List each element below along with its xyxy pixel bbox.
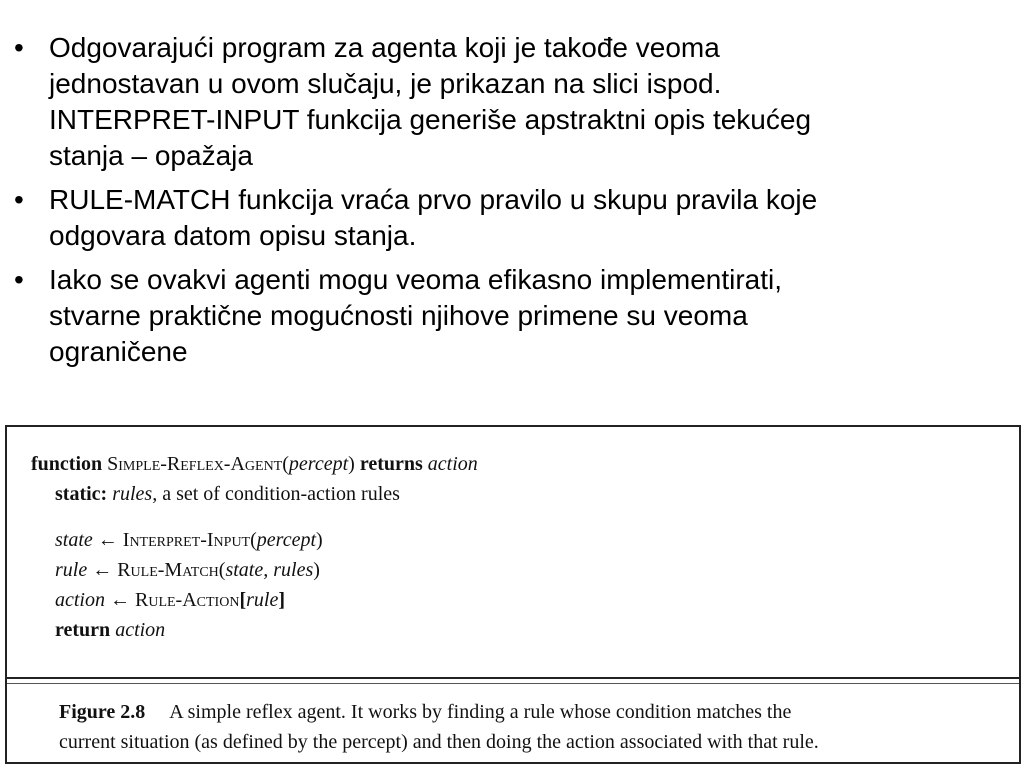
bullet-list xyxy=(0,30,1024,378)
function-name: Simple-Reflex-Agent xyxy=(107,453,283,475)
param-name: percept xyxy=(288,453,349,475)
bullet-text: jednostavan u ovom slučaju, je prikazan na slici ispod. xyxy=(49,68,722,99)
paren-close: ) xyxy=(316,529,323,551)
var-rule: rule xyxy=(55,559,88,581)
var-action: action xyxy=(55,589,105,611)
bullet-text: Odgovarajući program za agenta koji je takođe veoma xyxy=(49,32,720,63)
bullet-text: stanja – opažaja xyxy=(49,140,253,171)
fn-rule-match: Rule-Match xyxy=(117,559,219,581)
paren-close: ) xyxy=(313,559,320,581)
algo-line-action xyxy=(31,585,478,615)
keyword-returns: returns xyxy=(359,453,423,475)
bullet-text: stvarne praktične mogućnosti njihove primene su veoma xyxy=(49,300,748,331)
return-type: action xyxy=(427,453,478,475)
bracket-open: [ xyxy=(239,589,247,611)
bullet-item xyxy=(0,182,1024,254)
figure-divider xyxy=(7,677,1019,679)
algorithm-pseudocode xyxy=(31,449,478,645)
bullet-dot: • xyxy=(14,264,24,295)
figure-image xyxy=(5,425,1021,764)
paren-open: ( xyxy=(250,529,257,551)
algo-signature-line xyxy=(31,449,478,479)
bullet-text: INTERPRET-INPUT funkcija generiše apstraktni opis tekućeg xyxy=(49,104,812,135)
assign-arrow: ← xyxy=(92,559,113,581)
caption-text-1: A simple reflex agent. It works by finding a rule whose condition matches the xyxy=(169,701,792,723)
assign-arrow: ← xyxy=(110,589,130,611)
bullet-item xyxy=(0,262,1024,370)
algo-static-line xyxy=(31,479,478,509)
static-desc: a set of condition-action rules xyxy=(162,483,400,505)
algo-spacer xyxy=(31,509,478,525)
fn-rule-action: Rule-Action xyxy=(135,589,240,611)
bullet-text: Iako se ovakvi agenti mogu veoma efikasno implementirati, xyxy=(49,264,783,295)
arg-percept: percept xyxy=(256,529,317,551)
figure-divider-thin xyxy=(7,683,1019,684)
bullet-item xyxy=(0,30,1024,174)
bullet-dot: • xyxy=(14,184,24,215)
arg-state-rules: state, rules xyxy=(225,559,314,581)
paren-open: ( xyxy=(282,453,289,475)
algo-line-return xyxy=(31,615,478,645)
algo-line-state xyxy=(31,525,478,555)
keyword-return: return xyxy=(55,619,111,641)
bullet-text: odgovara datom opisu stanja. xyxy=(49,220,417,251)
keyword-function: function xyxy=(31,453,103,475)
algo-line-rule xyxy=(31,555,478,585)
bracket-close: ] xyxy=(278,589,285,611)
keyword-static: static: xyxy=(55,483,108,505)
paren-close: ) xyxy=(348,453,355,475)
fn-interpret-input: Interpret-Input xyxy=(122,529,251,551)
figure-caption xyxy=(59,697,989,757)
assign-arrow: ← xyxy=(97,529,118,551)
caption-line-1 xyxy=(59,697,989,727)
var-state: state xyxy=(55,529,93,551)
caption-label: Figure 2.8 xyxy=(59,701,146,723)
static-var: rules, xyxy=(112,483,158,505)
bullet-text: RULE-MATCH funkcija vraća prvo pravilo u skupu pravila koje xyxy=(49,184,818,215)
paren-open: ( xyxy=(218,559,226,581)
caption-line-2: current situation (as defined by the percept) and then doing the action associated with that rule. xyxy=(59,731,819,753)
return-var: action xyxy=(115,619,166,641)
bullet-dot: • xyxy=(14,32,24,63)
arg-rule: rule xyxy=(246,589,279,611)
bullet-text: ograničene xyxy=(49,336,188,367)
